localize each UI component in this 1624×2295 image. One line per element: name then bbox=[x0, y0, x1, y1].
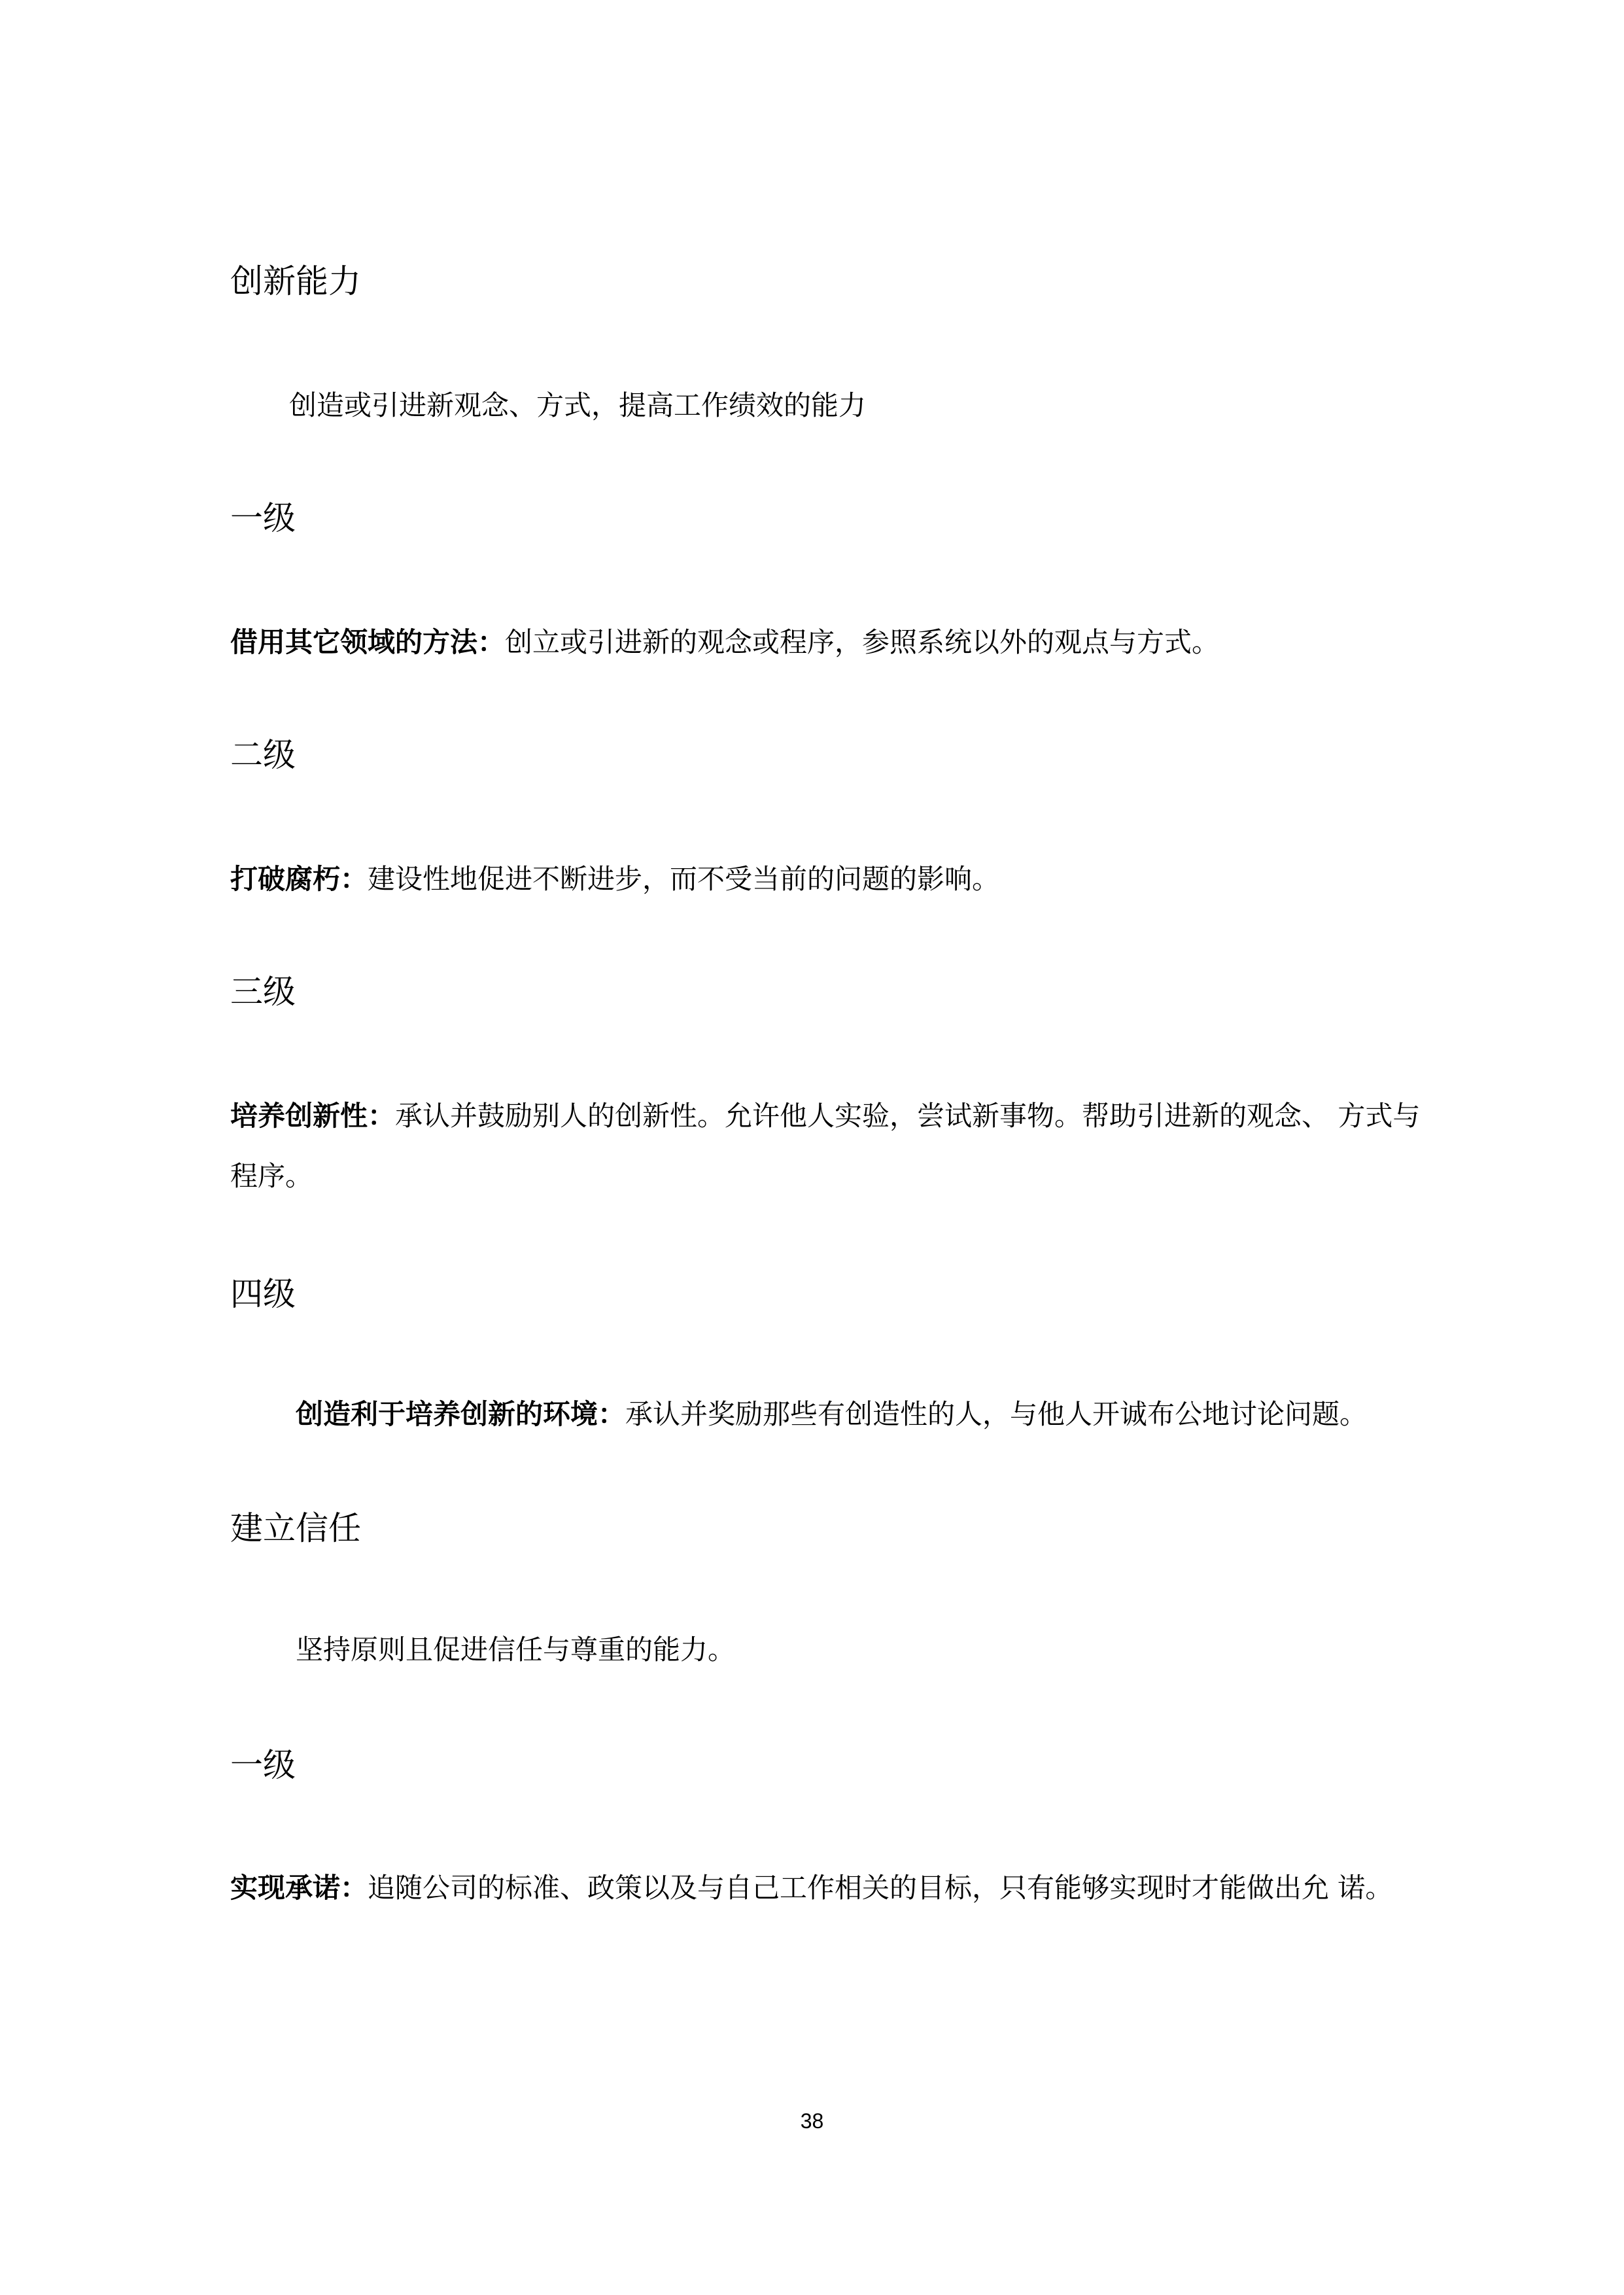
level-term: 打破腐朽： bbox=[230, 863, 368, 895]
level-heading: 二级 bbox=[230, 736, 296, 774]
level-description bbox=[230, 1086, 1447, 1206]
level-term: 培养创新性： bbox=[230, 1100, 396, 1132]
level-description bbox=[296, 1384, 1367, 1445]
level-term: 创造利于培养创新的环境： bbox=[296, 1398, 626, 1430]
page-number: 38 bbox=[800, 2109, 824, 2133]
section-heading: 创新能力 bbox=[230, 262, 361, 300]
level-text: 追随公司的标准、政策以及与自己工作相关的目标，只有能够实现时才能做出允 诺。 bbox=[368, 1872, 1393, 1904]
level-heading: 三级 bbox=[230, 973, 296, 1011]
level-heading: 一级 bbox=[230, 499, 296, 537]
level-description bbox=[230, 1858, 1392, 1918]
level-description bbox=[230, 612, 1219, 673]
level-term: 借用其它领域的方法： bbox=[230, 626, 506, 658]
level-text: 承认并鼓励别人的创新性。允许他人实验，尝试新事物。帮助引进新的观念、 方式与程序。 bbox=[230, 1100, 1421, 1192]
section-heading: 建立信任 bbox=[230, 1509, 361, 1547]
section-definition: 坚持原则且促进信任与尊重的能力。 bbox=[296, 1634, 736, 1666]
section-definition: 创造或引进新观念、方式，提高工作绩效的能力 bbox=[289, 389, 867, 421]
level-heading: 四级 bbox=[230, 1275, 296, 1313]
level-text: 建设性地促进不断进步，而不受当前的问题的影响。 bbox=[368, 863, 1000, 895]
level-term: 实现承诺： bbox=[230, 1872, 368, 1904]
level-heading: 一级 bbox=[230, 1746, 296, 1784]
level-text: 承认并奖励那些有创造性的人，与他人开诚布公地讨论问题。 bbox=[625, 1398, 1368, 1430]
level-text: 创立或引进新的观念或程序，参照系统以外的观点与方式。 bbox=[505, 626, 1220, 658]
level-description bbox=[230, 849, 999, 909]
